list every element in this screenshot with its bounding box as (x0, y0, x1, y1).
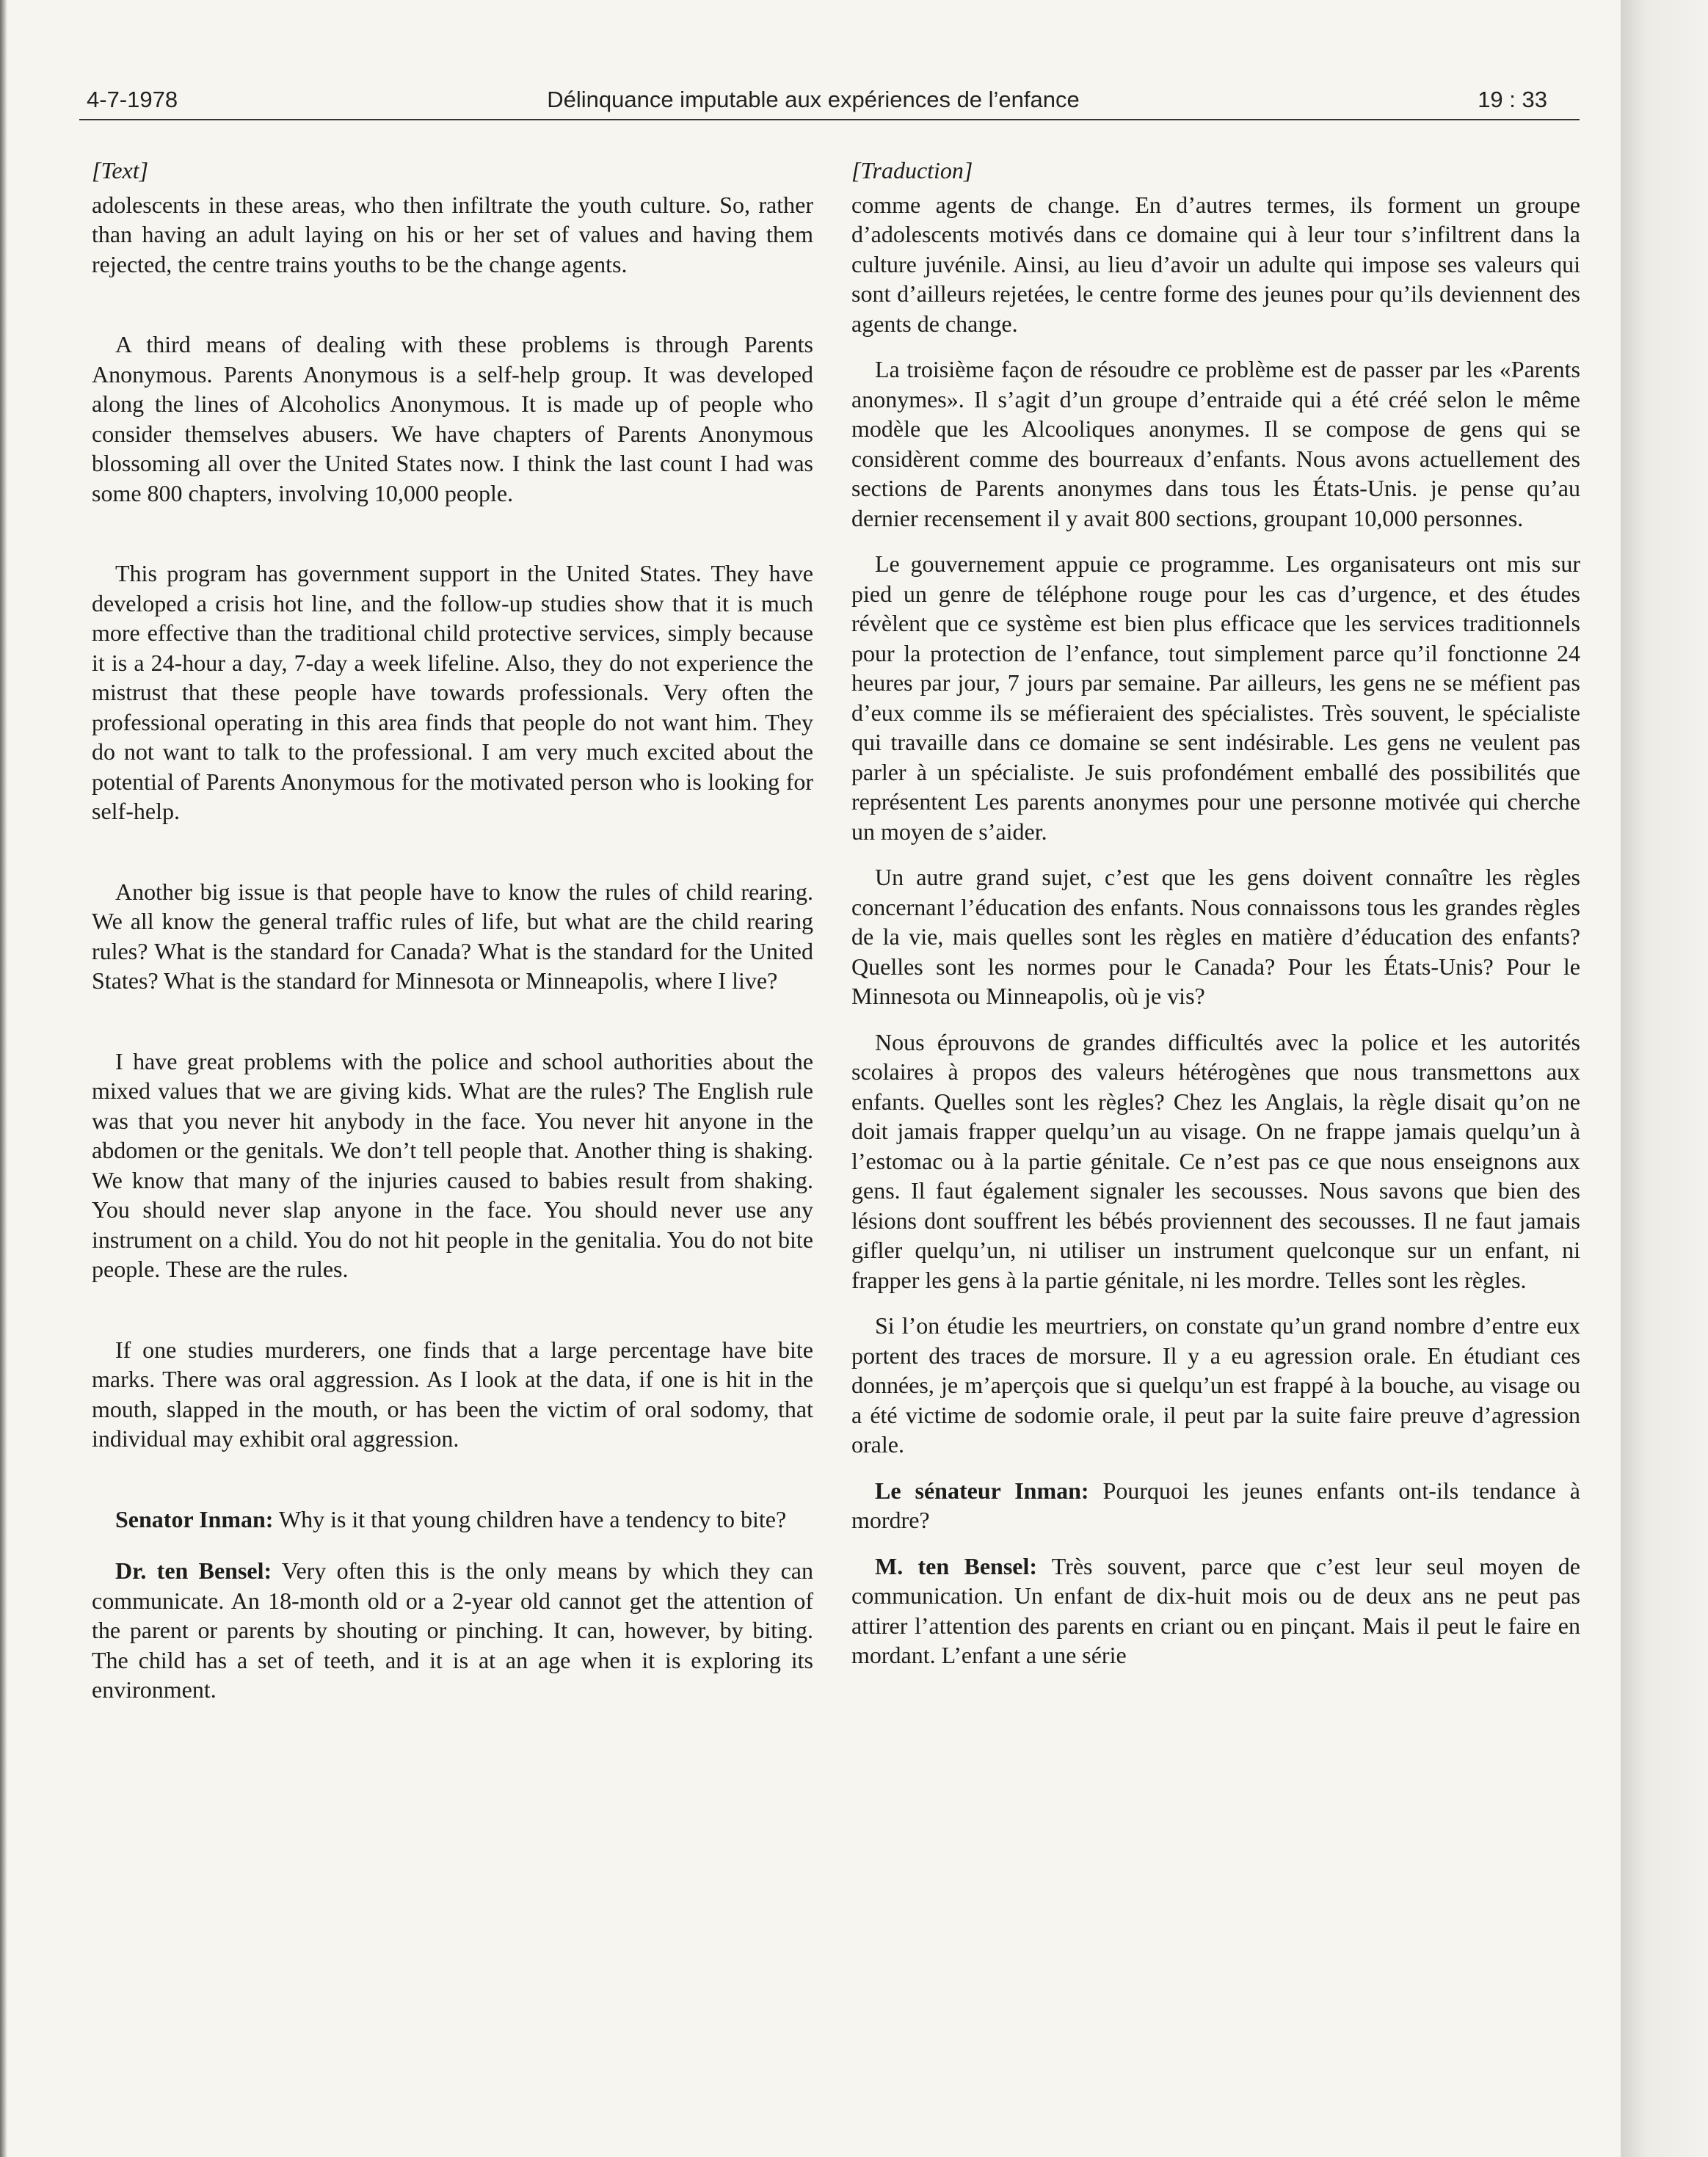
paragraph: I have great problems with the police and school authorities about the mixed values that we are giving kids. What are the rules? The English rule was that you never hit anybody in the face. You never hit anyone in the abdomen or the genitals. We don’t tell people that. Another thing is shaking. We know that many of the injuries caused to babies result from shaking. You should never slap anyone in the face. You should never use any instrument on a child. You do not hit people in the genitalia. You do not bite people. These are the rules. (92, 1047, 813, 1282)
paragraph: Si l’on étudie les meurtriers, on constate qu’un grand nombre d’entre eux portent des traces de morsure. Il y a eu agression orale. En étudiant ces données, je m’aperçois que si quelqu’un est frappé à la bouche, au visage ou a été victime de sodomie orale, il peut par la suite faire preuve d’agression orale. (851, 1312, 1580, 1458)
speaker-text: Pourquoi les jeunes enfants ont-ils tendance à mordre? (851, 1477, 1581, 1533)
french-column (851, 156, 1580, 1670)
speaker-name: Senator Inman: (115, 1505, 274, 1532)
english-column (92, 156, 813, 1705)
header-rule (79, 119, 1580, 120)
paragraph: A third means of dealing with these problems is through Parents Anonymous. Parents Anonymous is a self-help group. It was developed along the lines of Alcoholics Anonymous. It is made up of people who consider themselves abusers. We have chapters of Parents Anonymous blossoming all over the United States now. I think the last count I had was some 800 chapters, involving 10,000 people. (92, 331, 813, 506)
paragraph: Nous éprouvons de grandes difficultés avec la police et les autorités scolaires à propos des valeurs hétérogènes que nous transmettons aux enfants. Quelles sont les règles? Chez les Anglais, la règle disait qu’on ne doit jamais frapper quelqu’un au visage. On ne frappe jamais quelqu’un à l’estomac ou à la partie génitale. Ce n’est pas ce que nous enseignons aux gens. Il faut également signaler les secousses. Nous savons que bien des lésions dont souffrent les bébés proviennent des secousses. Il ne faut jamais gifler quelqu’un, ni utiliser un instrument quelconque sur un enfant, ni frapper les gens à la partie génitale, ni les mordre. Telles sont les règles. (851, 1028, 1580, 1293)
paragraph: Another big issue is that people have to know the rules of child rearing. We all know the general traffic rules of life, but what are the child rearing rules? What is the standard for Canada? What is the standard for the United States? What is the standard for Minnesota or Minneapolis, where I live? (92, 878, 813, 994)
paragraph-continuation: comme agents de change. En d’autres termes, ils forment un groupe d’adolescents motivés dans ce domaine qui à leur tour s’infiltrent dans la culture juvénile. Ainsi, au lieu d’avoir un adulte qui impose ses valeurs qui sont d’ailleurs rejetées, le centre forme des jeunes pour qu’ils deviennent des agents de change. (851, 191, 1580, 337)
speaker-name: Dr. ten Bensel: (115, 1557, 272, 1584)
paragraph: If one studies murderers, one finds that a large percentage have bite marks. There was oral aggression. As I look at the data, if one is hit in the mouth, slapped in the mouth, or has been the victim of oral sodomy, that individual may exhibit oral aggression. (92, 1336, 813, 1452)
speaker-paragraph (851, 1476, 1580, 1535)
paragraph: This program has government support in the United States. They have developed a crisis hot line, and the follow-up studies show that it is much more effective than the traditional child protective services, simply because it is a 24-hour a day, 7-day a week lifeline. Also, they do not experience the mistrust that these people have towards professionals. Very often the professional operating in this area finds that people do not want him. They do not want to talk to the professional. I am very much excited about the potential of Parents Anonymous for the motivated person who is looking for self-help. (92, 560, 813, 824)
speaker-paragraph (851, 1552, 1580, 1670)
column-label-text: [Text] (92, 157, 149, 183)
speaker-text: Très souvent, parce que c’est leur seul moyen de communication. Un enfant de dix-huit mois ou de deux ans ne peut pas attirer l’attention des parents en criant ou en pinçant. Mais il peut le faire en mordant. L’enfant a une série (851, 1552, 1581, 1668)
next-page-edge (1621, 0, 1708, 2157)
speaker-name: M. ten Bensel: (875, 1552, 1038, 1579)
column-label-traduction: [Traduction] (851, 157, 973, 183)
header-title: Délinquance imputable aux expériences de l’enfance (547, 87, 1080, 112)
speaker-text: Very often this is the only means by which they can communicate. An 18-month old or a 2-year old cannot get the attention of the parent or parents by shouting or pinching. It can, however, by biting. The child has a set of teeth, and it is at an age when it is exploring its environment. (92, 1557, 814, 1703)
paragraph-continuation: adolescents in these areas, who then infiltrate the youth culture. So, rather than having an adult laying on his or her set of values and having them rejected, the centre trains youths to be the change agents. (92, 191, 813, 277)
header-date: 4-7-1978 (87, 87, 178, 112)
speaker-text: Why is it that young children have a tendency to bite? (273, 1505, 787, 1532)
paragraph: La troisième façon de résoudre ce problème est de passer par les «Parents anonymes». Il s’agit d’un groupe d’entraide qui a été créé selon le même modèle que les Alcooliques anonymes. Il se compose de gens qui se considèrent comme des bourreaux d’enfants. Nous avons actuellement des sections de Parents anonymes dans tous les États-Unis. je pense qu’au dernier recensement il y avait 800 sections, groupant 10,000 personnes. (851, 356, 1580, 531)
speaker-paragraph (92, 1505, 813, 1535)
paragraph: Le gouvernement appuie ce programme. Les organisateurs ont mis sur pied un genre de téléphone rouge pour les cas d’urgence, et des études révèlent que ce système est bien plus efficace que les services traditionnels pour la protection de l’enfance, tout simplement parce qu’il fonctionne 24 heures par jour, 7 jours par semaine. Par ailleurs, les gens ne se méfient pas d’eux comme ils se méfieraient des spécialistes. Très souvent, le spécialiste qui travaille dans ce domaine se sent indésirable. Les gens ne veulent pas parler à un spécialiste. Je suis profondément emballé des possibilités que représentent Les parents anonymes pour une personne motivée qui cherche un moyen de s’aider. (851, 550, 1580, 845)
speaker-name: Le sénateur Inman: (875, 1477, 1089, 1504)
speaker-paragraph (92, 1556, 813, 1705)
paragraph: Un autre grand sujet, c’est que les gens doivent connaître les règles concernant l’éducation des enfants. Nous connaissons tous les grandes règles de la vie, mais quelles sont les règles en matière d’éducation des enfants? Quelles sont les normes pour le Canada? Pour les États-Unis? Pour le Minnesota ou Minneapolis, où je vis? (851, 864, 1580, 1009)
header-page-number: 19 : 33 (1478, 87, 1547, 112)
running-header (79, 81, 1547, 122)
